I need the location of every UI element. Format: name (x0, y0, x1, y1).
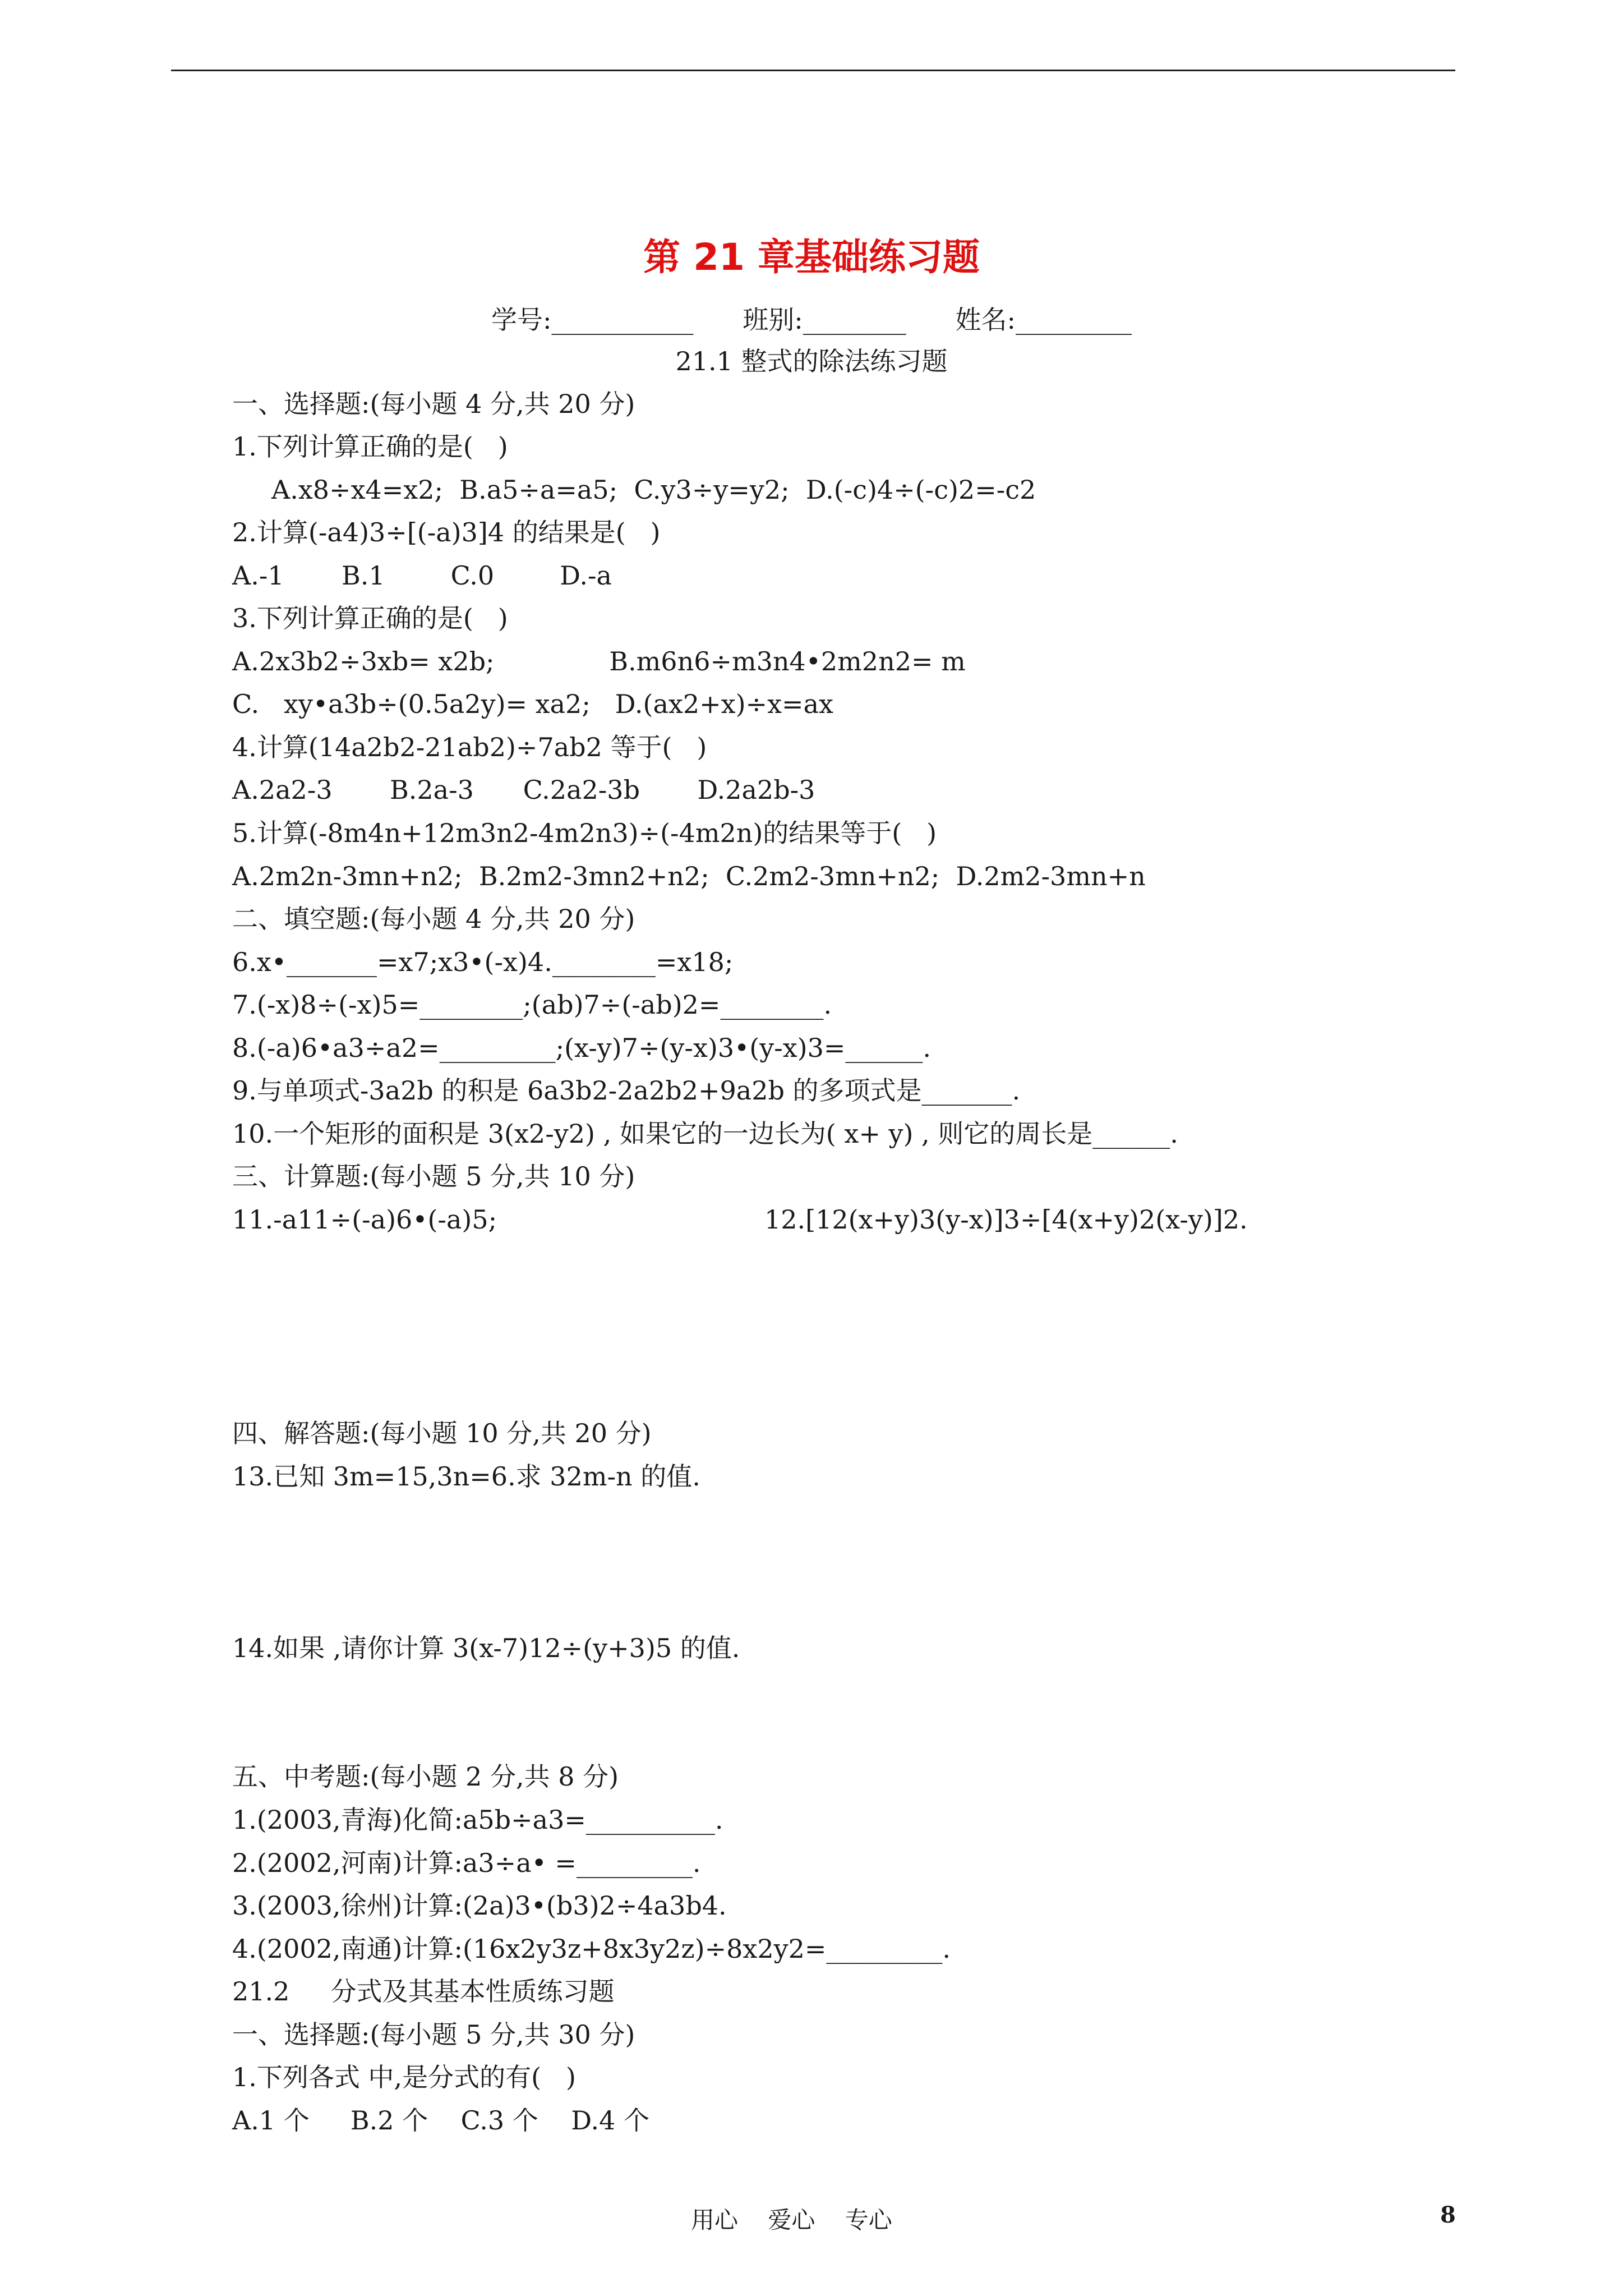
question-3-options-ab: A.2x3b2÷3xb= x2b; B.m6n6÷m3n4•2m2n2= m (232, 646, 966, 677)
section-exam-heading: 五、中考题:(每小题 2 分,共 8 分) (232, 1761, 619, 1792)
question-8: 8.(-a)6•a3÷a2=_________;(x-y)7÷(y-x)3•(y-x)3=______. (232, 1033, 932, 1063)
section-heading-21-1: 21.1 整式的除法练习题 (675, 346, 948, 376)
question-9: 9.与单项式-3a2b 的积是 6a3b2-2a2b2+9a2b 的多项式是_______. (232, 1075, 1021, 1106)
question-5: 5.计算(-8m4n+12m3n2-4m2n3)÷(-4m2n)的结果等于( ) (232, 818, 937, 848)
question-7: 7.(-x)8÷(-x)5=________;(ab)7÷(-ab)2=________. (232, 990, 832, 1020)
question-2: 2.计算(-a4)3÷[(-a)3]4 的结果是( ) (232, 517, 661, 547)
question-21-2-1-options: A.1 个 B.2 个 C.3 个 D.4 个 (232, 2105, 649, 2136)
question-3: 3.下列计算正确的是( ) (232, 603, 508, 633)
footer-motto: 用心 爱心 专心 (691, 2206, 892, 2234)
question-1: 1.下列计算正确的是( ) (232, 431, 508, 462)
section-solve-heading: 四、解答题:(每小题 10 分,共 20 分) (232, 1418, 652, 1448)
question-21-2-1: 1.下列各式 中,是分式的有( ) (232, 2062, 576, 2092)
exam-question-1: 1.(2003,青海)化简:a5b÷a3=__________. (232, 1805, 723, 1835)
question-3-options-cd: C. xy•a3b÷(0.5a2y)= xa2; D.(ax2+x)÷x=ax (232, 689, 833, 719)
section-heading-21-2: 21.2 分式及其基本性质练习题 (232, 1976, 615, 2007)
question-10: 10.一个矩形的面积是 3(x2-y2) , 如果它的一边长为( x+ y) , 则它的周长是______. (232, 1119, 1178, 1149)
exam-question-2: 2.(2002,河南)计算:a3÷a• =_________. (232, 1848, 701, 1878)
question-6: 6.x•_______=x7;x3•(-x)4.________=x18; (232, 947, 734, 977)
question-11: 11.-a11÷(-a)6•(-a)5; (232, 1204, 497, 1235)
page-title: 第 21 章基础练习题 (643, 236, 980, 279)
question-5-options: A.2m2n-3mn+n2; B.2m2-3mn2+n2; C.2m2-3mn+n2; D.2m2-3mn+n (232, 861, 1146, 891)
question-12: 12.[12(x+y)3(y-x)]3÷[4(x+y)2(x-y)]2. (764, 1204, 1248, 1235)
section-choice-heading-2: 一、选择题:(每小题 5 分,共 30 分) (232, 2019, 635, 2050)
page-number: 8 (1440, 2202, 1456, 2228)
exam-question-4: 4.(2002,南通)计算:(16x2y3z+8x3y2z)÷8x2y2=_________. (232, 1934, 951, 1964)
exam-question-3: 3.(2003,徐州)计算:(2a)3•(b3)2÷4a3b4. (232, 1890, 727, 1921)
question-1-options: A.x8÷x4=x2; B.a5÷a=a5; C.y3÷y=y2; D.(-c)4÷(-c)2=-c2 (271, 475, 1036, 505)
question-4-options: A.2a2-3 B.2a-3 C.2a2-3b D.2a2b-3 (232, 775, 815, 805)
question-2-options: A.-1 B.1 C.0 D.-a (232, 560, 612, 591)
student-info-line: 学号:___________ 班别:________ 姓名:_________ (491, 305, 1132, 335)
section-fill-heading: 二、填空题:(每小题 4 分,共 20 分) (232, 904, 635, 934)
question-14: 14.如果 ,请你计算 3(x-7)12÷(y+3)5 的值. (232, 1633, 740, 1663)
section-calc-heading: 三、计算题:(每小题 5 分,共 10 分) (232, 1161, 635, 1191)
section-choice-heading: 一、选择题:(每小题 4 分,共 20 分) (232, 389, 635, 419)
header-rule (171, 70, 1455, 71)
question-13: 13.已知 3m=15,3n=6.求 32m-n 的值. (232, 1461, 700, 1492)
question-4: 4.计算(14a2b2-21ab2)÷7ab2 等于( ) (232, 732, 707, 762)
